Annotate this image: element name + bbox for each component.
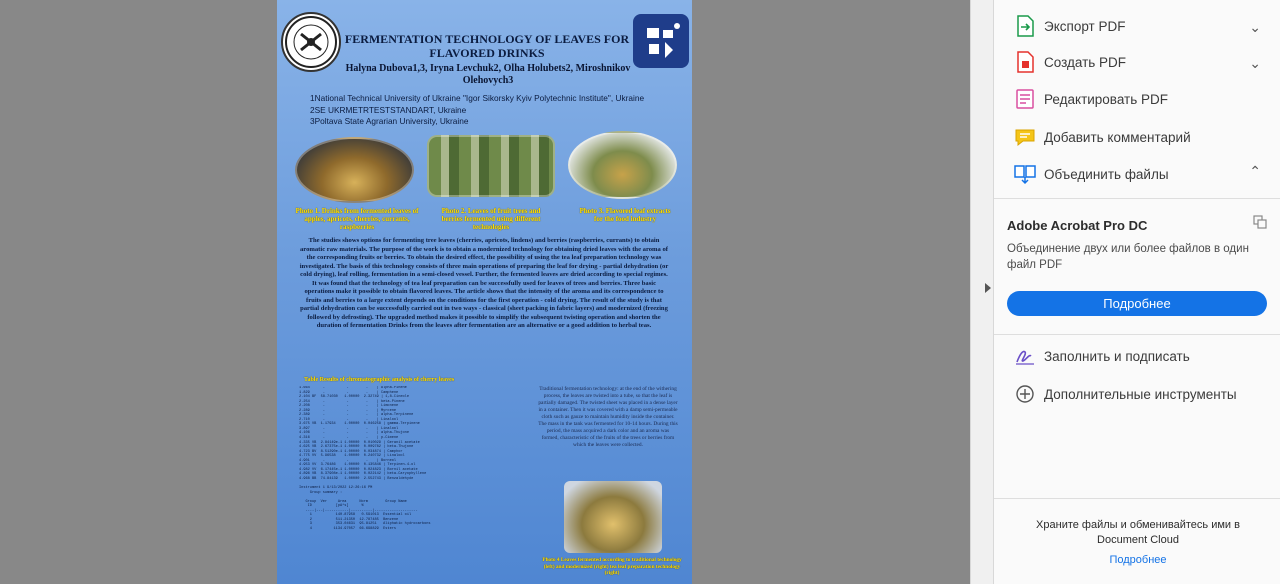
photo-leaf-extracts [568, 131, 677, 199]
divider [994, 198, 1280, 199]
table-line: 1 140.87958 0.591013 Essential oil [299, 513, 412, 518]
promo-description: Объединение двух или более файлов в один файл PDF [1007, 243, 1249, 271]
photo-caption-4: Photo 4 Leaves fermented according to traditional technology (left) and modernized (right) tea leaf preparation technology (right) [542, 557, 682, 576]
photo-caption-3: Photo 3. Flavored leaf extracts for the food industry [579, 207, 671, 223]
collapse-panel-icon[interactable] [985, 283, 991, 293]
table-line: 4.896 VB 8.37908e-1 1.00000 0.022142 | beta-Caryophyllene [299, 472, 427, 477]
table-line: ----|---|-----------|----------|-------------------- [299, 508, 418, 513]
affiliations [310, 93, 680, 128]
tool-label: Дополнительные инструменты [1044, 386, 1237, 402]
table-line: 4.335 VB 2.84149e-1 1.00000 0.010029 | Geranil acetate [299, 440, 420, 445]
table-line: 4.723 BV 8.51290e-1 1.00000 0.034874 | Camphor [299, 449, 403, 454]
table-line: 4.106 - - - | alpha-Thujone [299, 431, 409, 436]
table-line: 4.775 VV 5.96538 1.00000 0.240732 | Linalool [299, 454, 405, 459]
poster-title: FERMENTATION TECHNOLOGY OF LEAVES FOR FLAVORED DRINKS [344, 32, 630, 60]
chevron-down-icon[interactable]: ⌄ [1249, 55, 1261, 71]
table-line: Group Ver Area Norm Group Name [299, 499, 407, 504]
comment-icon [1014, 126, 1036, 148]
tool-label: Редактировать PDF [1044, 91, 1169, 107]
table-line: 3 353.04631 95.81251 Aliphatic hydrocarbons [299, 522, 431, 527]
tool-label: Объединить файлы [1044, 166, 1169, 182]
fill-sign-icon [1014, 345, 1036, 367]
photo-leaves-comparison [564, 481, 662, 553]
table-line: 2.254 - - - | beta-Pinene [299, 399, 405, 404]
table-line: 2.208 - - - | Limonene [299, 404, 399, 409]
tool-combine-files[interactable] [1014, 160, 1264, 188]
table-line: 3.897 - - - | Linalool [299, 426, 399, 431]
table-line: Instrument 1 9/13/2022 12:26:16 PM [299, 486, 373, 491]
chevron-up-icon[interactable]: ⌃ [1249, 163, 1261, 179]
affiliation-3: 3Poltava State Agrarian University, Ukraine [310, 116, 469, 126]
table-line: 4.968 BB 74.84139 1.00000 2.552743 | Benzaldehyde [299, 476, 414, 481]
photo-caption-2: Photo 2. Leaves of fruit trees and berries fermented using different technologies [441, 207, 541, 231]
create-pdf-icon [1014, 51, 1036, 73]
more-tools-icon [1014, 383, 1036, 405]
combine-files-icon [1014, 163, 1036, 185]
chromatography-table [299, 386, 531, 584]
table-line: 1.829 - - - | Camphene [299, 390, 399, 395]
traditional-technology-text: Traditional fermentation technology: at the end of the withering process, the leaves are twisted into a tube, so that the leaf is partially damaged. The twisted sheet was placed in a dense layer in a container. Then it was covered with a damp semi-permeable cloth such as gauze to maintain humidity inside the container. The mass in the tank was fermented for 10-14 hours. During this period, the mass acquired a dark color and an aroma was formed, characteristic of the fruits of the trees or berries from which the leaves were collected. [538, 386, 678, 448]
copy-icon[interactable] [1253, 215, 1267, 234]
document-cloud-text: Храните файлы и обменивайтесь ими в Document Cloud [1036, 519, 1240, 546]
table-line: 4.625 VB 2.67375e-1 1.00000 0.009782 | beta-Thujone [299, 445, 414, 450]
tool-label: Создать PDF [1044, 54, 1127, 70]
tool-fill-sign[interactable] [1014, 342, 1264, 370]
chevron-down-icon[interactable]: ⌄ [1249, 19, 1261, 35]
learn-more-button[interactable]: Подробнее [1007, 291, 1267, 316]
table-line: 4 1134.97057 66.698829 Esters [299, 526, 397, 531]
tool-label: Заполнить и подписать [1044, 348, 1190, 364]
affiliation-2: 2SE UKRMETRTESTSTANDART, Ukraine [310, 104, 467, 115]
table-line: Group summary : [299, 490, 343, 495]
photo-fermented-leaves [427, 135, 555, 197]
tool-edit-pdf[interactable] [1014, 85, 1264, 113]
table-line: 1.664 - - - | Alpha-Pinene [299, 386, 407, 390]
promo-title: Adobe Acrobat Pro DC [1007, 218, 1148, 233]
table-line: 2.289 - - - | Myrcene [299, 408, 397, 413]
table-line: 2 511.21350 12.787485 Benzene [299, 517, 399, 522]
table-line: 4.982 VV 6.17445e-1 1.00000 0.024823 | Bornil acetate [299, 467, 418, 472]
tool-more-tools[interactable] [1014, 380, 1264, 408]
poster-authors: Halyna Dubova1,3, Iryna Levchuk2, Olha Holubets2, Miroshnikov Olehovych3 [345, 63, 631, 86]
table-line: 2.389 - - - | alpha-Terpinene [299, 413, 414, 418]
tool-add-comment[interactable] [1014, 123, 1264, 151]
table-title: Table Results of chromatographic analysis of cherry leaves [304, 377, 455, 383]
tools-panel [994, 0, 1280, 584]
table-line: 4.953 VV 3.76486 1.00000 0.135846 | Terpinen-4-ol [299, 463, 416, 468]
conference-logo [633, 14, 689, 68]
document-cloud-link[interactable]: Подробнее [1109, 554, 1167, 566]
table-line: 3.675 VB 1.17934 1.00000 0.046258 | gamma-Terpinene [299, 422, 420, 427]
university-seal-logo [281, 12, 341, 72]
tool-label: Добавить комментарий [1044, 129, 1191, 145]
table-line: 4.316 - - - | p-Cimene [299, 436, 399, 441]
abstract-text: The studies shows options for fermenting tree leaves (cherries, apricots, lindens) and berries (raspberries, currants) to obtain aromatic raw materials. The purpose of the work is to obtain a modernized technology for obtaining dried leaves with the aroma of the corresponding fruits or berries. To obtain the desired effect, the possibility of using the tea leaf preparation technology was investigated. The basis of this technology consists of three main operations of preparing the leaf for drying - partial dehydration (or cold drying), leaf rolling, fermentation in a semi-closed vessel. Further, the fermented leaves are dried according to special regimes. It was found that the technology of tea leaf preparation can be successfully used for leaves of trees and berries. Three basic operations make it possible to obtain flavored leaves. The article shows that the intensity of the aroma and its correspondence to fruits and berries to a large extent depends on the conditions for the first operation - cold drying. The result of the study is that partial dehydration can be successfully carried out in two ways - classical (sheet packing in fabric layers) and modernized (freezing followed by defrosting). The upgraded method makes it possible to simplify the subsequent twisting operation and shorten the duration of fermentation Drinks from the leaves after fermentation are an alternative or a good addition to herbal teas. [299, 237, 669, 329]
table-line: 2.710 - - - | Linalool [299, 417, 399, 422]
divider [994, 334, 1280, 335]
table-line: 2.104 BF 58.71030 1.00000 2.32749 | 1,8-Cineole [299, 395, 409, 400]
tool-export-pdf[interactable] [1014, 12, 1264, 40]
affiliation-1: 1National Technical University of Ukraine "Igor Sikorsky Kyiv Polytechnic Institute", Ukraine [310, 93, 645, 103]
pdf-page [277, 0, 692, 584]
table-line: ID [pA*s] % [299, 504, 364, 509]
tool-label: Экспорт PDF [1044, 18, 1126, 34]
export-pdf-icon [1014, 15, 1036, 37]
edit-pdf-icon [1014, 88, 1036, 110]
photo-drinks [295, 137, 414, 203]
tool-create-pdf[interactable] [1014, 48, 1264, 76]
photo-caption-1: Photo 1. Drinks from fermented leaves of apples, apricots, cherries, currants, raspberries [295, 207, 419, 231]
table-line: 4.901 - - - | Borneol [299, 458, 397, 463]
divider [994, 498, 1280, 499]
